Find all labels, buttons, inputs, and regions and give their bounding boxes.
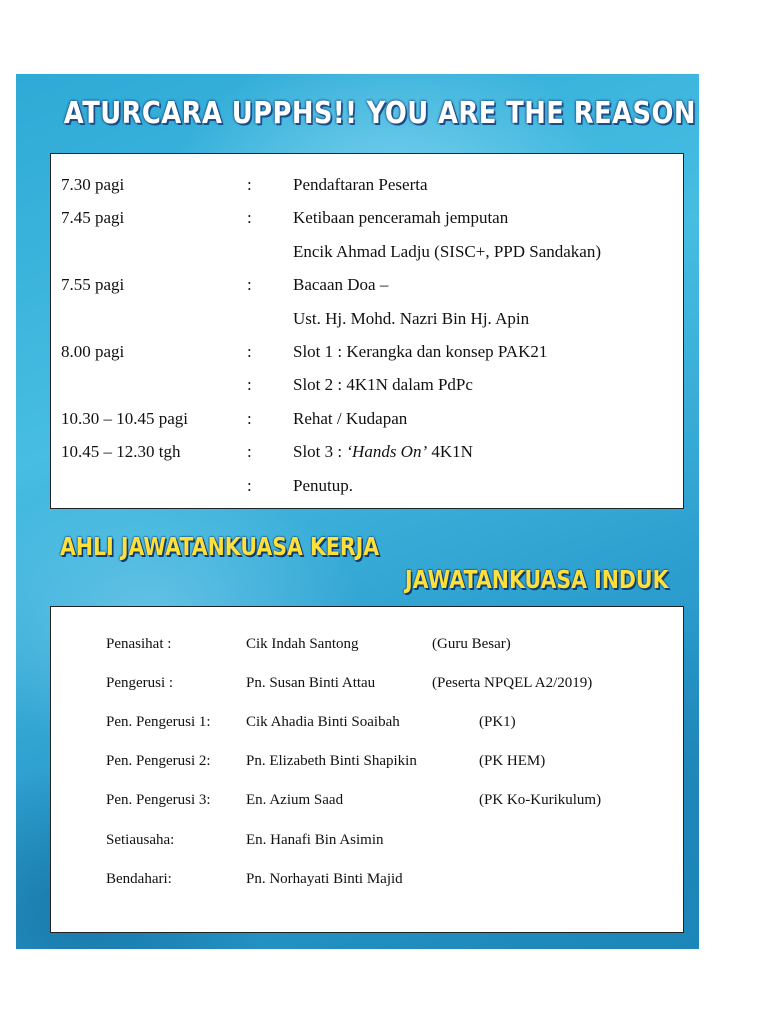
committee-note: (Guru Besar): [432, 636, 511, 652]
schedule-separator: :: [247, 342, 252, 361]
committee-row: [51, 634, 683, 658]
committee-name: En. Azium Saad: [246, 792, 344, 808]
schedule-row: [51, 475, 683, 505]
schedule-separator: :: [247, 375, 252, 394]
schedule-box: [50, 153, 684, 509]
schedule-row: [51, 341, 683, 371]
schedule-row: [51, 241, 683, 271]
schedule-row: [51, 374, 683, 404]
schedule-separator: :: [247, 409, 252, 428]
schedule-row: [51, 207, 683, 237]
committee-row: [51, 790, 683, 814]
schedule-time: 8.00 pagi: [61, 342, 125, 361]
activity-prefix: Slot 3 :: [293, 442, 347, 461]
schedule-separator: :: [247, 175, 252, 194]
schedule-activity: Bacaan Doa –: [293, 275, 389, 294]
schedule-activity: Slot 1 : Kerangka dan konsep PAK21: [293, 342, 548, 361]
committee-name: Pn. Elizabeth Binti Shapikin: [246, 753, 417, 769]
committee-row: [51, 751, 683, 775]
schedule-activity: Ketibaan penceramah jemputan: [293, 208, 509, 227]
committee-name: Cik Indah Santong: [246, 636, 359, 652]
poster-title: ATURCARA UPPHS!! YOU ARE THE REASON: [63, 96, 696, 131]
committee-name: Pn. Susan Binti Attau: [246, 675, 376, 691]
schedule-row: [51, 174, 683, 204]
committee-role: Bendahari:: [106, 871, 172, 887]
schedule-activity: [293, 441, 473, 463]
committee-name: En. Hanafi Bin Asimin: [246, 832, 384, 848]
schedule-time: 7.30 pagi: [61, 175, 125, 194]
committee-heading: AHLI JAWATANKUASA KERJA: [60, 532, 380, 561]
schedule-separator: :: [247, 442, 252, 461]
schedule-activity: Penutup.: [293, 476, 353, 495]
committee-role: Pengerusi :: [106, 675, 174, 691]
schedule-separator: :: [247, 476, 252, 495]
schedule-time: 10.45 – 12.30 tgh: [61, 442, 181, 461]
committee-row: [51, 869, 683, 893]
schedule-row: [51, 308, 683, 338]
committee-note: (PK Ko-Kurikulum): [479, 792, 602, 808]
activity-suffix: 4K1N: [427, 442, 473, 461]
schedule-time: 7.45 pagi: [61, 208, 125, 227]
schedule-separator: :: [247, 275, 252, 294]
activity-italic: ‘Hands On’: [346, 442, 428, 461]
poster-background: [16, 74, 699, 949]
committee-note: (PK HEM): [479, 753, 546, 769]
schedule-activity: Rehat / Kudapan: [293, 409, 408, 428]
committee-note: (PK1): [479, 714, 516, 730]
committee-name: Cik Ahadia Binti Soaibah: [246, 714, 400, 730]
schedule-row: [51, 408, 683, 438]
schedule-row: [51, 441, 683, 471]
committee-role: Penasihat :: [106, 636, 172, 652]
committee-note: (Peserta NPQEL A2/2019): [432, 675, 593, 691]
committee-name: Pn. Norhayati Binti Majid: [246, 871, 403, 887]
committee-row: [51, 673, 683, 697]
schedule-separator: :: [247, 208, 252, 227]
schedule-activity: Pendaftaran Peserta: [293, 175, 428, 194]
committee-role: Pen. Pengerusi 1:: [106, 714, 211, 730]
committee-box: [50, 606, 684, 933]
committee-subheading: JAWATANKUASA INDUK: [405, 565, 669, 594]
committee-role: Setiausaha:: [106, 832, 175, 848]
committee-role: Pen. Pengerusi 2:: [106, 753, 211, 769]
schedule-activity: Ust. Hj. Mohd. Nazri Bin Hj. Apin: [293, 309, 530, 328]
schedule-time: 7.55 pagi: [61, 275, 125, 294]
committee-row: [51, 830, 683, 854]
schedule-time: 10.30 – 10.45 pagi: [61, 409, 189, 428]
committee-row: [51, 712, 683, 736]
schedule-row: [51, 274, 683, 304]
committee-role: Pen. Pengerusi 3:: [106, 792, 211, 808]
schedule-activity: Slot 2 : 4K1N dalam PdPc: [293, 375, 473, 394]
schedule-activity: Encik Ahmad Ladju (SISC+, PPD Sandakan): [293, 242, 602, 261]
